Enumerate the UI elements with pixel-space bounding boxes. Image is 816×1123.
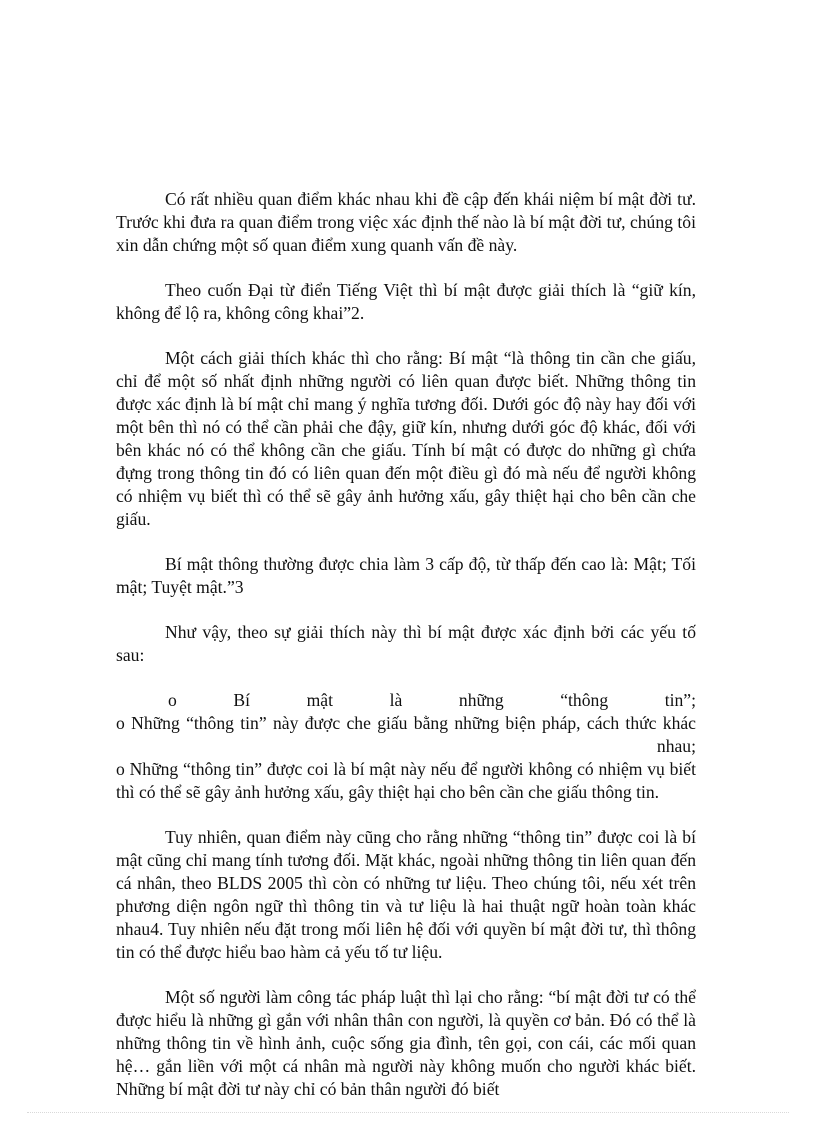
page-bottom-divider: [27, 1112, 789, 1113]
paragraph-factors-intro: Như vậy, theo sự giải thích này thì bí mật được xác định bởi các yếu tố sau:: [116, 622, 696, 665]
list-item-harm: o Những “thông tin” được coi là bí mật này nếu để người không có nhiệm vụ biết thì có thể sẽ gây ảnh hưởng xấu, gây thiệt hại cho bên cần che giấu thông tin.: [116, 759, 696, 802]
paragraph-relative-nature: Tuy nhiên, quan điểm này cũng cho rằng những “thông tin” được coi là bí mật cũng chỉ mang tính tương đối. Mặt khác, ngoài những thông tin liên quan đến cá nhân, theo BLDS 2005 thì còn có những tư liệu. Theo chúng tôi, nếu xét trên phương diện ngôn ngữ thì thông tin và tư liệu là hai thuật ngữ hoàn toàn khác nhau4. Tuy nhiên nếu đặt trong mối liên hệ đối với quyền bí mật đời tư, thì thông tin có thể được hiểu bao hàm cả yếu tố tư liệu.: [116, 827, 696, 962]
paragraph-alternative-definition: Một cách giải thích khác thì cho rằng: Bí mật “là thông tin cần che giấu, chỉ để một số nhất định những người có liên quan được biết. Những thông tin được xác định là bí mật chỉ mang ý nghĩa tương đối. Dưới góc độ này hay đối với một bên thì nó có thể cần phải che đậy, giữ kín, nhưng dưới góc độ khác, đối với bên khác nó có thể không cần che giấu. Tính bí mật có được do những gì chứa đựng trong thông tin đó có liên quan đến một điều gì đó mà nếu để người không có nhiệm vụ biết thì có thể sẽ gây ảnh hưởng xấu, gây thiệt hại cho bên cần che giấu.: [116, 348, 696, 529]
paragraph-legal-practitioners-view: Một số người làm công tác pháp luật thì lại cho rằng: “bí mật đời tư có thể được hiểu là những gì gắn với nhân thân con người, là quyền cơ bản. Đó có thể là những thông tin về hình ảnh, cuộc sống gia đình, tên gọi, con cái, các mối quan hệ… gắn liền với một cá nhân mà người này không muốn cho người khác biết. Những bí mật đời tư này chỉ có bản thân người đó biết: [116, 987, 696, 1099]
list-item-concealed-part1: o Những “thông tin” này được che giấu bằng những biện pháp, cách thức khác: [116, 713, 696, 733]
paragraph-secrecy-levels: Bí mật thông thường được chia làm 3 cấp độ, từ thấp đến cao là: Mật; Tối mật; Tuyệt mật.”3: [116, 554, 696, 597]
paragraph-intro: Có rất nhiều quan điểm khác nhau khi đề cập đến khái niệm bí mật đời tư. Trước khi đưa ra quan điểm trong việc xác định thế nào là bí mật đời tư, chúng tôi xin dẫn chứng một số quan điểm xung quanh vấn đề này.: [116, 189, 696, 255]
paragraph-dictionary-definition: Theo cuốn Đại từ điển Tiếng Việt thì bí mật được giải thích là “giữ kín, không để lộ ra, không công khai”2.: [116, 280, 696, 323]
document-page: [116, 188, 696, 1123]
list-item-information: o Bí mật là những “thông tin”;: [168, 690, 696, 710]
factors-list: [116, 689, 696, 804]
list-item-concealed-part2: nhau;: [656, 736, 696, 756]
